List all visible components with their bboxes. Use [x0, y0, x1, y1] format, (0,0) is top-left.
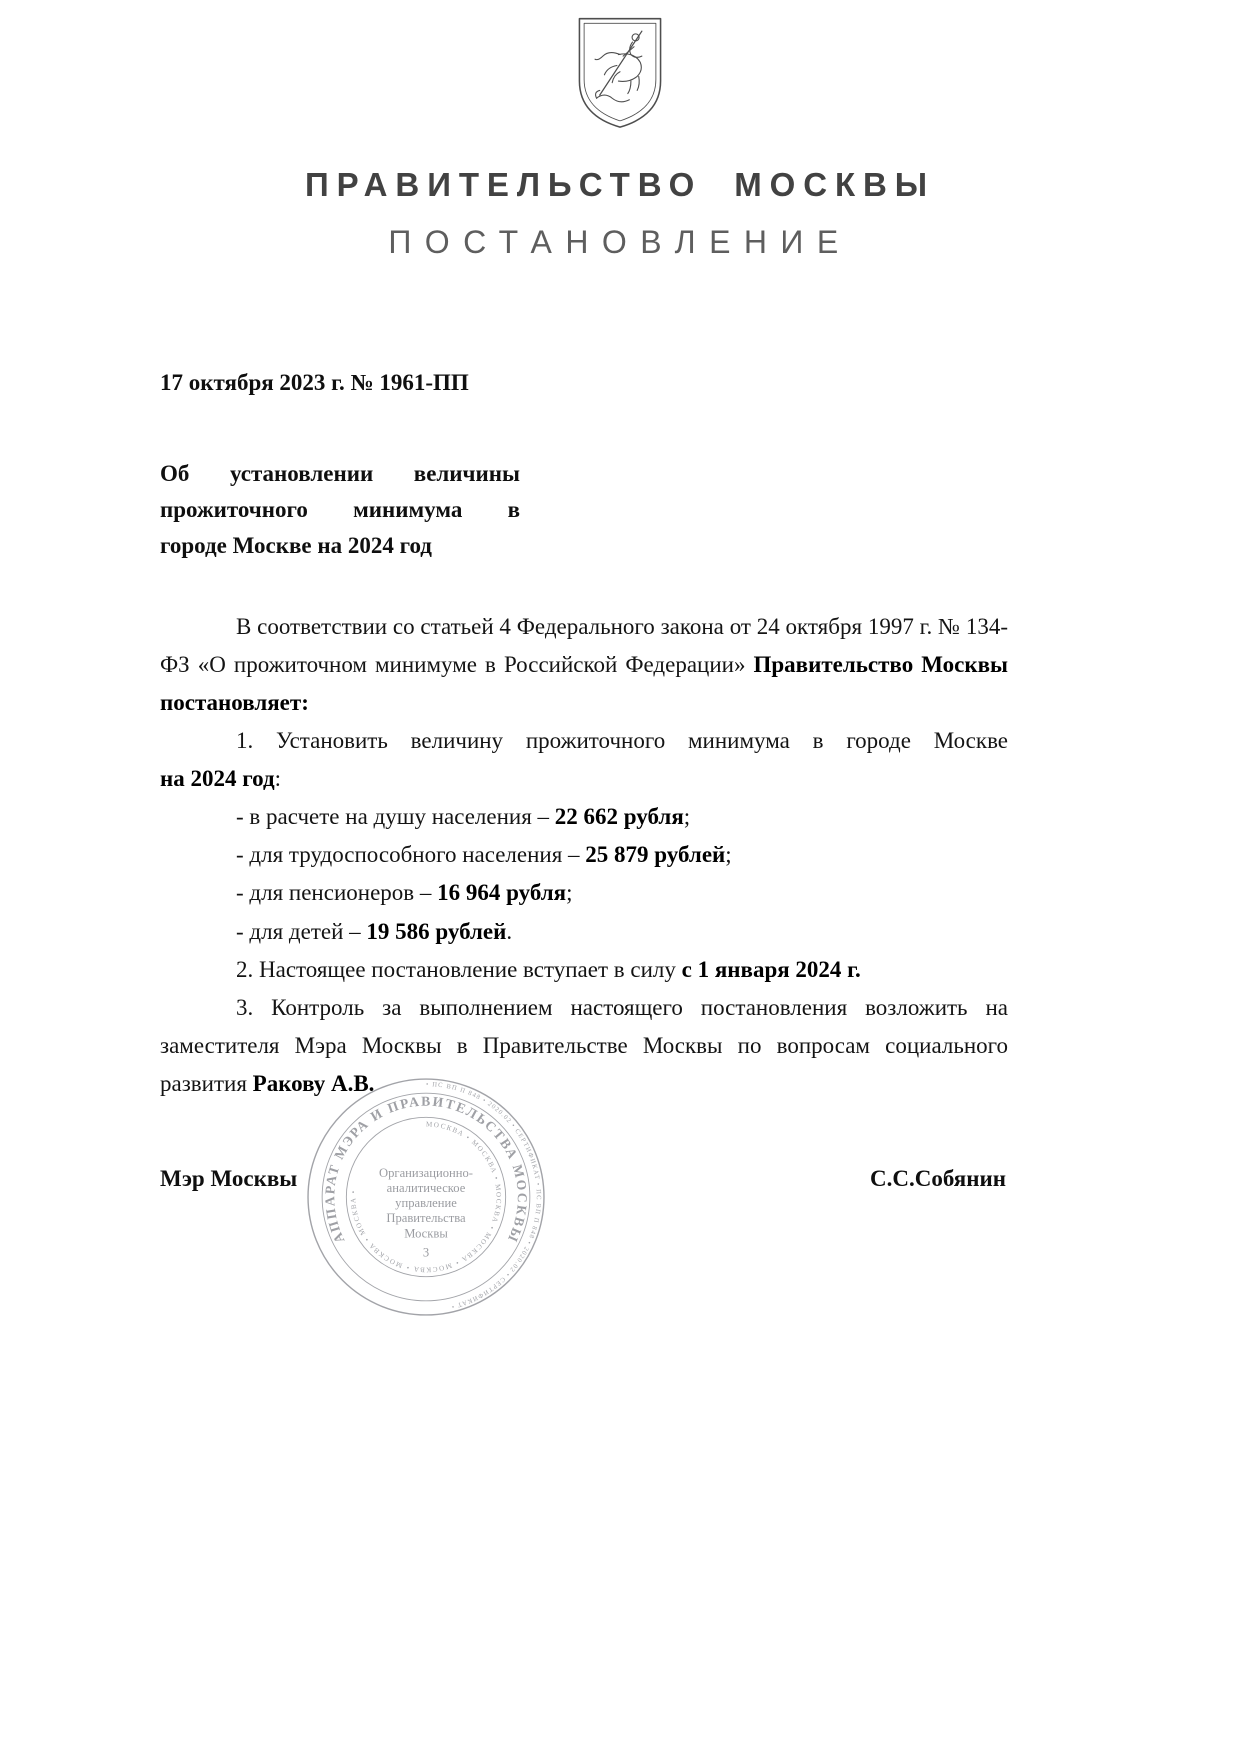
org-name: ПРАВИТЕЛЬСТВО МОСКВЫ	[305, 166, 935, 203]
subject-line: городе Москве на 2024 год	[160, 532, 432, 558]
list-item-text: ;	[725, 842, 732, 868]
paragraph-text: 3. Контроль за выполнением настоящего постановления возложить на заместителя Мэра Москвы в Правительстве Москвы по вопросам социального развития	[160, 994, 1008, 1096]
paragraph-preamble	[160, 608, 1008, 722]
list-item	[160, 874, 1008, 912]
list-item-value: 22 662 рубля	[554, 804, 684, 830]
stamp-inner-small-text: МОСКВА • МОСКВА • МОСКВА • МОСКВА • МОСКВА • МОСКВА • МОСКВА •	[349, 1120, 503, 1274]
paragraph-point-2	[160, 951, 1008, 989]
list-item-text: - в расчете на душу населения –	[236, 804, 555, 830]
stamp-center-line: Москвы	[404, 1226, 448, 1241]
list-item	[160, 798, 1008, 836]
stamp-outer-small-text: • ПС ВП П 848 • 2020.02 • СЕРТИФИКАТ • ПС ВП П 848 • 2020.02 • СЕРТИФИКАТ •	[425, 1081, 542, 1311]
list-item-text: .	[506, 918, 513, 944]
signature-title: Мэр Москвы	[160, 1166, 298, 1191]
official-stamp	[305, 1076, 547, 1318]
paragraph-text: 2. Настоящее постановление вступает в силу	[236, 956, 682, 982]
moscow-coat-of-arms-icon	[573, 14, 667, 131]
list-item-text: - для детей –	[236, 918, 367, 944]
list-item-value: 16 964 рубля	[437, 880, 567, 906]
paragraph-point-1	[160, 722, 1008, 760]
doc-date-number: 17 октября 2023 г. № 1961-ПП	[160, 370, 469, 395]
list-item-value: 19 586 рублей	[366, 918, 507, 944]
paragraph-point-1-continued	[160, 760, 1008, 798]
paragraph-bold-text: Ракову А.В.	[252, 1070, 375, 1096]
stamp-center-line: Организационно-	[379, 1165, 473, 1180]
list-item-text: ;	[566, 880, 573, 906]
subject-line: Об установлении величины	[160, 461, 520, 486]
signature-row	[160, 1166, 1006, 1192]
stamp-center-line: аналитическое	[386, 1180, 466, 1195]
list-item-text: ;	[683, 804, 691, 830]
list-item-value: 25 879 рублей	[585, 842, 726, 868]
paragraph-text: 1. Установить величину прожиточного минимума в городе Москве	[236, 728, 1008, 754]
list-item-text: - для трудоспособного населения –	[236, 842, 586, 868]
stamp-center-number: 3	[422, 1245, 430, 1260]
doc-subject	[160, 456, 520, 564]
doc-type-title: ПОСТАНОВЛЕНИЕ	[388, 224, 852, 260]
subject-line: прожиточного минимума в	[160, 496, 520, 522]
doc-body	[160, 608, 1008, 1103]
paragraph-bold-text: Правительство Москвы постановляет:	[160, 652, 1008, 716]
paragraph-point-3	[160, 989, 1008, 1103]
paragraph-bold-text: с 1 января 2024 г.	[681, 956, 861, 982]
signature-name: С.С.Собянин	[870, 1166, 1006, 1191]
paragraph-text: В соответствии со статьей 4 Федерального закона от 24 октября 1997 г. № 134-ФЗ «О прожиточном минимуме в Российской Федерации»	[160, 614, 1008, 678]
list-item	[160, 913, 1008, 951]
list-item-text: - для пенсионеров –	[236, 880, 438, 906]
list-item	[160, 836, 1008, 874]
stamp-ring-text: АППАРАТ МЭРА И ПРАВИТЕЛЬСТВА МОСКВЫ	[322, 1093, 530, 1246]
paragraph-text: :	[274, 766, 281, 792]
stamp-center-line: Правительства	[386, 1211, 466, 1226]
stamp-center-line: управление	[395, 1196, 457, 1211]
paragraph-bold-text: на 2024 год	[160, 766, 275, 792]
